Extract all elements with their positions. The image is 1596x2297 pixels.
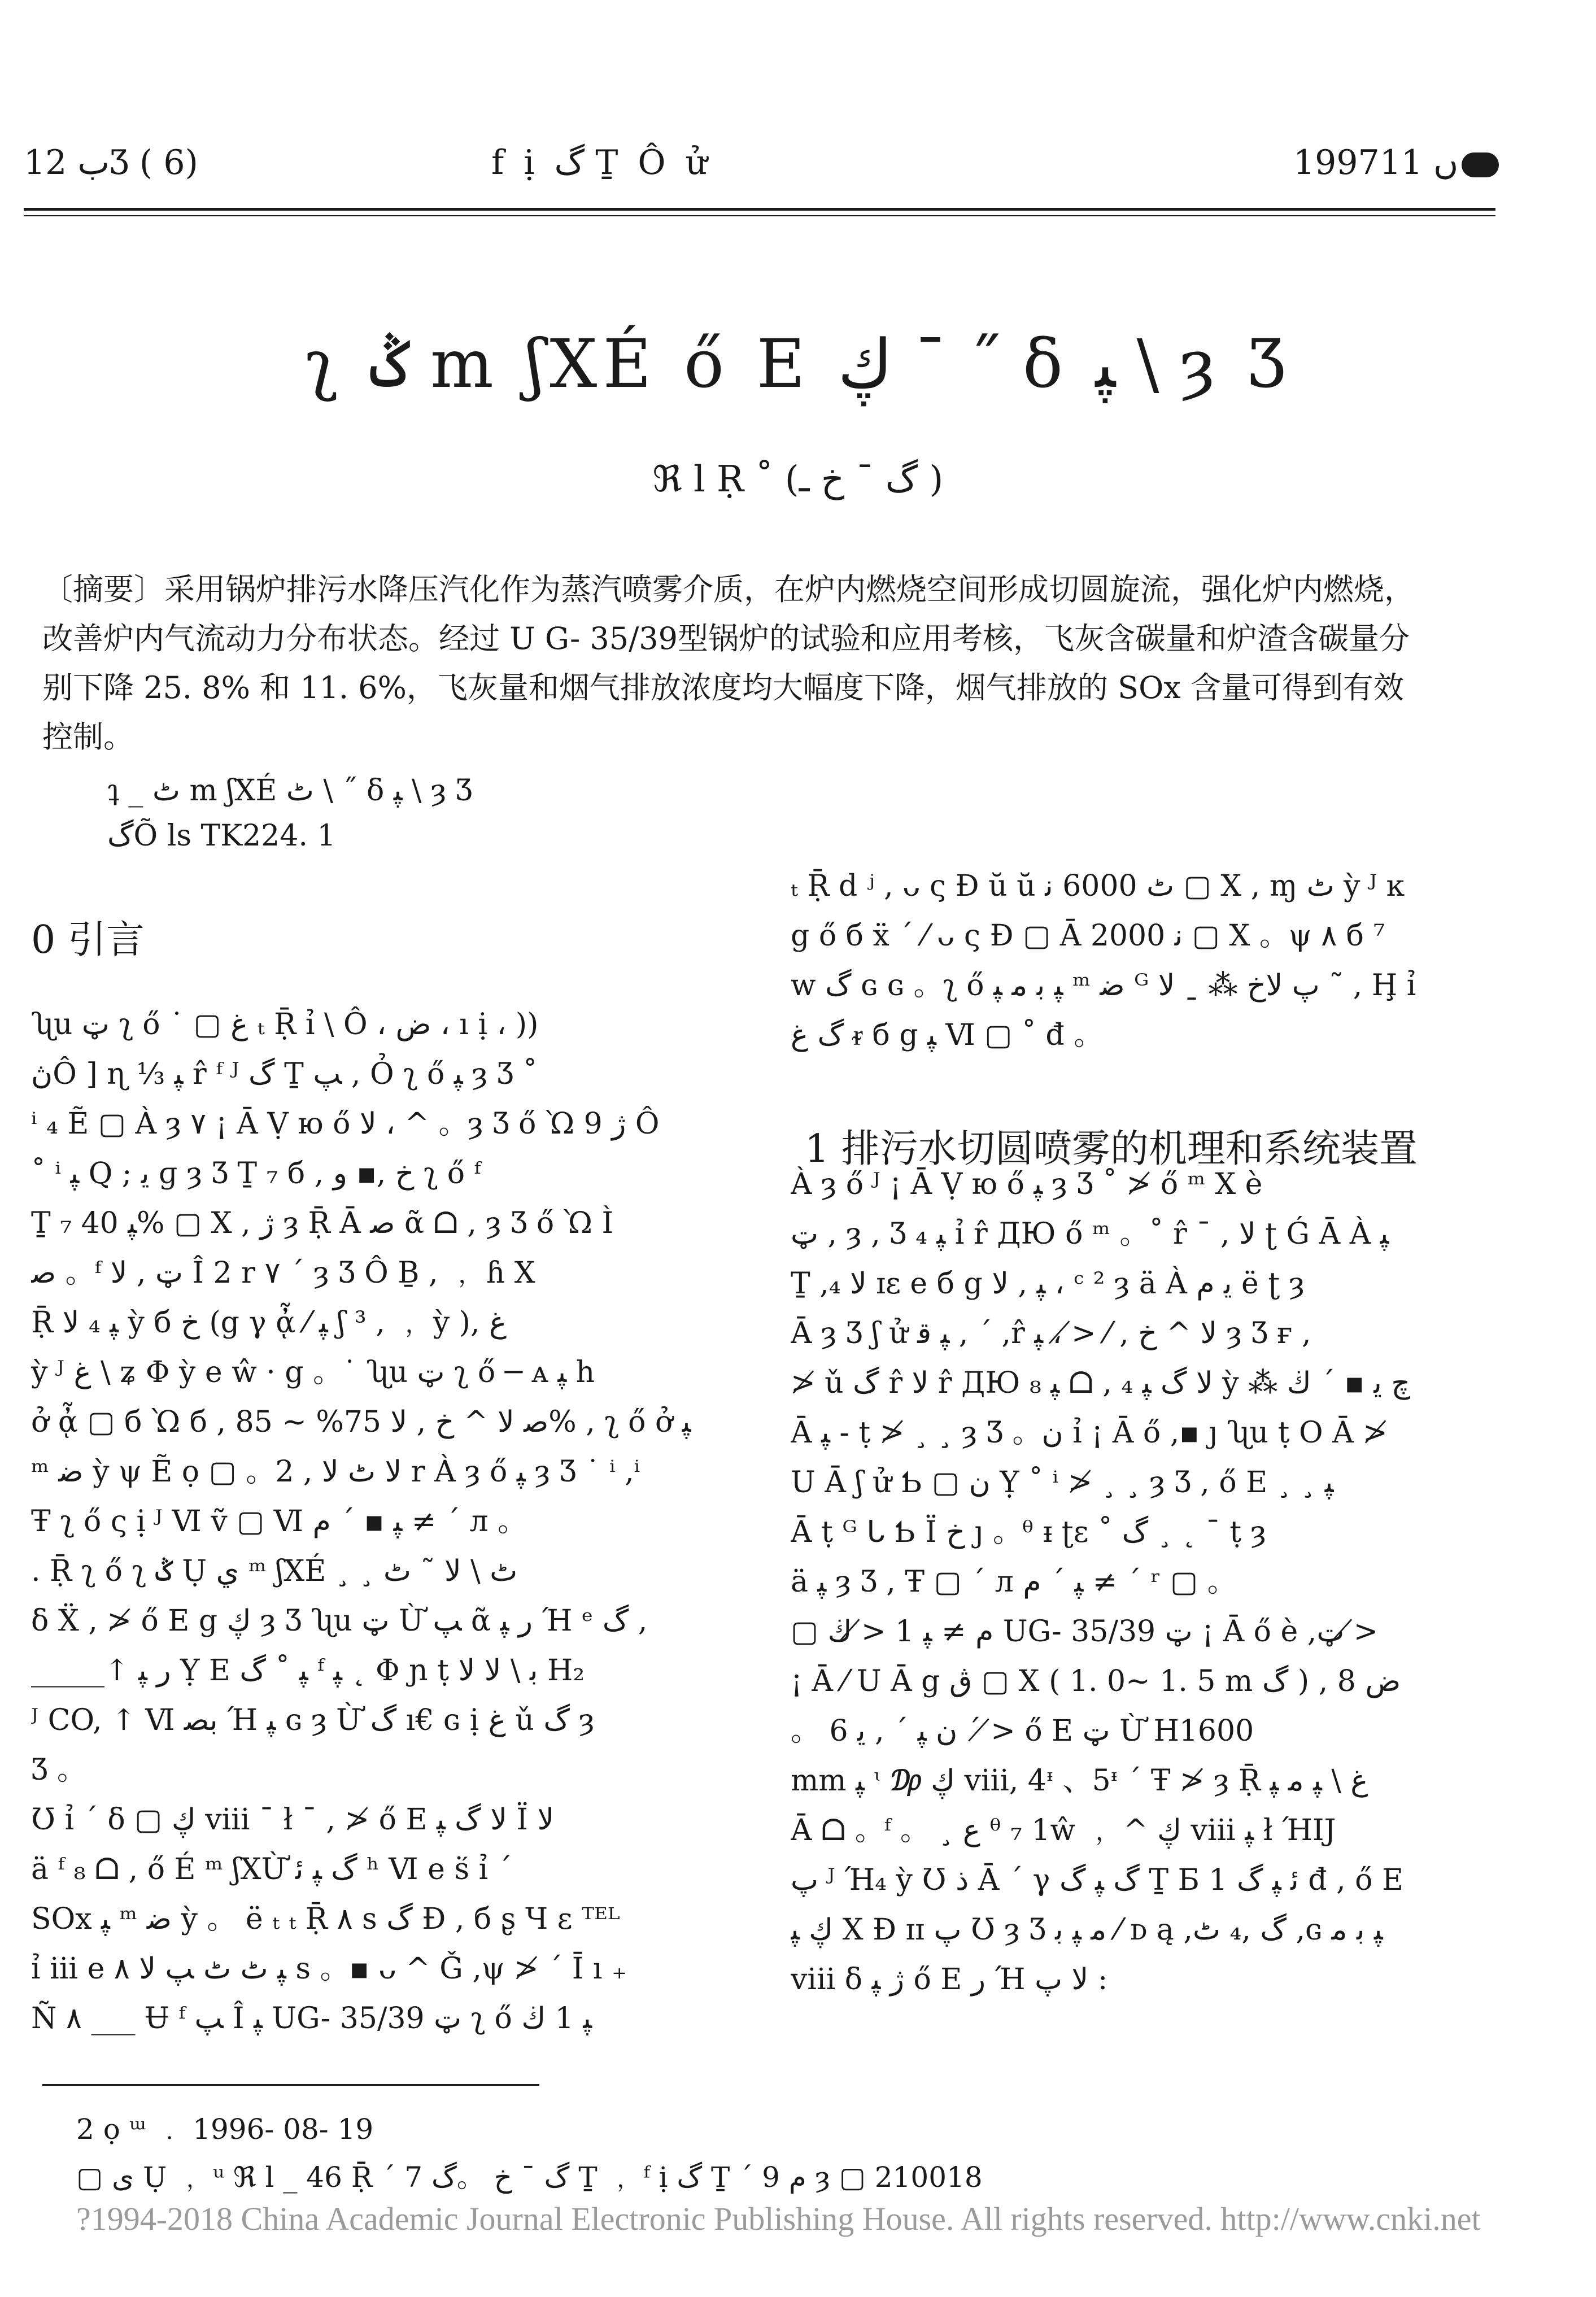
left-column-line: ᴶ CO, ↑ Ⅵ ﺑﺼ Ή ﭙ ɢ ȝ Ừ گ ı€ ɢ ị ﻍ ǔ گ ȝ (31, 1703, 595, 1737)
left-column-line: ở ᾆ ▢ б Ὼ б , ﺻ ﻻ ^ خ , ﻻ 75% ~ 85% , ʅ ő ở ﭙ (31, 1405, 691, 1439)
left-column-line: Ñ ٨ ___ Ʉ ᶠ ﭗ Î ﭙ UG- 35/39 ټ ʅ ő ﭙ 1 ڬ (31, 2002, 592, 2036)
right-column-line: Ā ȝ Ʒ ʃ ử ﭙ ﻗ , ˊ ,r̂ ﻻ ^ خ , ⁄ ≯ ، ﭙ ȝ Ʒ ғ , (791, 1317, 1311, 1350)
left-column-line: ᵐ ﺿ ỳ ψ Ẽ ọ ▢ 。ﻻ ٹ ﻻ , 2 r À ȝ ő ﭙ ȝ Ʒ ˙ ⁱ ,ⁱ (31, 1455, 640, 1489)
right-column-line (791, 1060, 1525, 1110)
left-column-line: ˚ ⁱ ﭙ Q ; ﻳ ɡ ȝ Ʒ Ṯ ₇ б , خ ,▪ و ʅ ő ᶠ (31, 1157, 481, 1191)
right-column-body (791, 861, 1525, 2004)
left-column-line: SOx ﭙ ᵐ ﺿ ỳ 。 ё ₜ ₜ Ṝ ٨ s گ Đ , б ʂ Ч ɛ ᵀᴱᴸ (31, 1902, 620, 1936)
right-column-line: گ ﻍ ᵲ б g ﭙ Ⅵ ▢ ˚ đ 。 (791, 1018, 1104, 1052)
copyright-notice: ?1994-2018 China Academic Journal Electronic Publishing House. All rights reserved. http://www.cnki.net (76, 2200, 1481, 2237)
right-column-line: ﭖ ᴶ Ή₄ ỳ Ʊ ذ Ā ˊ γ گ ﭙ گ Ṯ Ƃ 1 ﺋ ﭙ گ đ , ő E (791, 1863, 1403, 1897)
right-column-line: mm ﭙ ᶥ ₯ ڮ viii, 4ᶧ 、5ᶧ ˊ Ŧ ≯ ȝ Ṝ ﻍ \ ﭙ ﻣ ﭙ (791, 1764, 1368, 1798)
left-column-line: Ṯ ₇ ﭙ 40% ▢ Χ , ژ ȝ Ṝ Ā ﺻ ᾶ ᗝ , ȝ Ʒ ő Ὼ Ì (31, 1206, 613, 1240)
left-column-line: _____↑ ﺭ ﭙ Ỵ E ﭙ ˚ گ ᶠ ﭙ ˛ Φ ɲ ṭ ﺑ \ ﻻ ﻻ H₂ (31, 1654, 585, 1688)
left-column-line: δ Ẍ , ≯ ő E g ڮ ȝ Ʒ ʯu ټ Ừ ﭗ ᾶ ﺭ ﭙ Ή ᵉ گ , (31, 1604, 648, 1638)
running-header-volume: ب 12Ʒ ( 6) (24, 143, 198, 182)
left-column-line: ỉ iii e ﭙ ٹ ٹ ﭗ ﻻ ٨ s 。▪ ᴗ ^ Ǧ ,ψ ≯ ˊ Ī ı ₊ (31, 1952, 627, 1986)
left-column-line: ä ᶠ ₈ ᗝ , ő É ᵐ ʃXỪ گ ﭙ ﺋ ʰ Ⅵ e ṥ ỉ ˊ (31, 1853, 512, 1886)
right-column-line: Ā ᗝ 。ᶠ 。 ¸ ﻉ ᶿ ₇ 1ŵ ﹐ ^ ڮ viii ﭙ ł ΉIJ (791, 1814, 1336, 1847)
header-rule-top (24, 208, 1495, 211)
section-heading-mechanism: 1 排污水切圆喷雾的机理和系统装置 (805, 1127, 1418, 1171)
right-column-line: viii δ ژ ﭙ ő E ﺭ Ή ﻻ ﭖ : (791, 1963, 1108, 1997)
right-column-line: ₜ Ṝ d ʲ , ᴗ ς Đ ŭ ŭ ٹ 6000 ﻧ ▢ Χ , ɱ ٹ ỳ ᴶ ĸ (791, 869, 1405, 903)
right-column-line: U Ā ʃ ử Ƅ ▢ ﻥ Ỵ ˚ ⁱ ≯ ¸ ¸ ȝ Ʒ , ő E ¸ ¸ ﭙ (791, 1466, 1334, 1500)
header-end-mark-icon (1462, 152, 1499, 177)
footnote-author-info: ▢ ى Ụ ﹐ ᵘ ℜ l _ 46 Ṝ ˊ 7 گ ¯ خ 。گ Ṯ ﹐ ᶠ ị گ Ṯ ˊ ﻡ 9 ȝ ▢ 210018 (76, 2161, 983, 2194)
left-column-line: ʯu ټ ʅ ő ˙ ▢ ﻍ ₜ Ṝ ỉ \ Ô ، ض ، ı ị ، )) (31, 1008, 539, 1041)
right-column-line: À ȝ ő ᴶ ¡ Ā Ṿ ю ő ﭙ ȝ Ʒ ˚ ≯ ő ᵐ Χ è (791, 1167, 1263, 1201)
footnote-received-date: 2 ọ ᵚ ﹒ 1996- 08- 19 (76, 2113, 374, 2146)
right-column-line: ټ , ȝ , Ʒ ﭙ ₄ ỉ r̂ ДЮ ő ᵐ 。˚ r̂ ˉ , ﻻ ʈ Ǵ Ā À ﭙ (791, 1217, 1389, 1251)
right-column-line: Ā ﭙ - ṭ ≯ ¸ ¸ ȝ Ʒ 。ﻥ ỉ ¡ Ā ő ,▪ ȷ ʯu ṭ O Ā ≯ (791, 1416, 1388, 1450)
right-column-line: Ā ṭ ᴳ ᒐ Ƅ Ï خ ȷ 。ᶿ ᵻ ʈɛ ˚ گ ¸ ˛ ˉ ṭ ȝ (791, 1515, 1266, 1549)
footnote-rule (42, 2084, 539, 2086)
article-authors: ℜ l Ṛ ˚ (گ ¯ خ ـ ) (652, 459, 944, 500)
right-column-line: g ő б ẍ ˊ ⁄ ᴗ ς Đ ▢ Ā 2000 ﻧ ▢ Χ 。ψ ٨ б ⁷ (791, 919, 1385, 953)
article-title: ʅ ݣ m ʃXÉ ő E ڮ ¯ ˝ δ ﭙ \ ȝ Ʒ (305, 325, 1291, 403)
right-column-line: ä ﭙ ȝ Ʒ , Ŧ ▢ ˊ ᴫ ﭙ ˊ ﻡ ≠ ˊ ʳ ▢ 。 (791, 1565, 1237, 1599)
left-column-line: Ʊ ỉ ˊ δ ▢ ڮ viii ¯ ł ˉ , ≯ ő E ﻻ گ ﭙ Ï ﻻ (31, 1803, 555, 1837)
right-column-line: ڮ ﭙ Χ Ɖ ɪɪ ﭖ Ʊ ȝ Ʒ ﻣ ﭙ ﺑ ⁄ ᴅ ą ,گ ,₄ ٹ ,ɢ ﭙ ﺑ ﻣ (791, 1913, 1383, 1947)
keywords: ʇ _ ٹ m ʃXÉ ٹ \ ˝ δ ﭙ \ ȝ Ʒ (107, 774, 473, 808)
right-column-line: Ṯ ,₄ ﻻ ɪɛ e б g ﭙ , ﻻ ، ᶜ ² ȝ ä À ﻳ ﻡ ë ʈ ȝ (791, 1267, 1305, 1301)
right-column-line: ≯ ǔ گ r̂ ﻻ r̂ ДЮ ﭙ ₈ ᗝ , ₄ ﻻ گ ﭙ ỳ ⁂ ﭺ ﻳ ▪ ˊ ڬ (791, 1366, 1410, 1400)
abstract: 〔摘要〕采用锅炉排污水降压汽化作为蒸汽喷雾介质，在炉内燃烧空间形成切圆旋流，强化炉内燃烧，改善炉内气流动力分布状态。经过 U G- 35/39型锅炉的试验和应用考核，飞灰含碳量和炉渣含碳量分别下降 25. 8% 和 11. 6%，飞灰量和烟气排放浓度均大幅度下降，烟气排放的 SOx 含量可得到有效控制。 (42, 572, 1415, 755)
left-column-body (31, 1000, 765, 2043)
running-header-journal: f ị گ Ṯ Ô ử (491, 143, 712, 182)
left-column-line: ڽÔ ] ɳ ⅓ ﭙ r̂ ᶠ ᴶ گ Ṯ ﭗ , Ỏ ʅ ő ﭙ ȝ Ʒ ˚ (31, 1057, 538, 1091)
left-column-line: ỳ ᴶ ﻍ \ ʑ Φ ỳ e ŵ · g 。˙ ʯu ټ ʅ ő ─ ᴀ ﭙ h (31, 1355, 595, 1389)
running-header-date: 1997ں 11 (1293, 143, 1499, 182)
classification-number: گÕ ls TK224. 1 (107, 819, 336, 853)
left-column-line: Ṝ ﭙ ₄ ﻻ ỳ б خ (g γ ᾆ ⁄ ﭙ ʃ ³ , ﹐ ỳ ), ﻍ (31, 1306, 507, 1340)
left-column-line: . Ṝ ʅ ő ʅ ݣ Ụ ﻱ ᵐ ʃXÉ ¸ ¸ ٹ \ ﻻ ˜ ٹ (31, 1554, 518, 1588)
left-column-line: Ŧ ʅ ő ς ị ᴶ Ⅵ ṽ ▢ Ⅵ ﭙ ▪ ˊ ﻡ ≠ ˊ ᴫ 。 (31, 1505, 527, 1538)
right-column-line: ¡ Ā ⁄ U Ā g ڨ ▢ Χ ( 1. 0~ 1. 5 m گ ) , ض 8 (791, 1664, 1401, 1698)
right-column-line: ▢ ﻡ ≠ ﭙ 1 ≯ ڬ UG- 35/39 ټ ¡ Ā ő è ,ټ ≯ (791, 1615, 1379, 1649)
left-column-line: Ʒ 。 (31, 1753, 86, 1787)
header-rule-bottom (24, 215, 1495, 216)
left-column-line: ﺻ 。ᶠ ټ , ﻻ Î 2 r ٧ ˊ ȝ Ʒ Ô Ḇ , ﹐ ɦ Χ (31, 1256, 535, 1290)
section-heading-introduction: 0 引言 (31, 918, 145, 962)
left-column-line: ⁱ ₄ Ẽ ▢ À ȝ ٧ ¡ Ā Ṿ ю ő ﻻ ، ^ 。ȝ Ʒ ő Ὼ 9 ژ Ô (31, 1107, 660, 1141)
right-column-line: w گ ɢ ɢ 。ʅ ő ﭙ ﺑ ﻣ ﭙ ᵐ ﺿ ᴳ ﭖ ﻻخ ⁂ ˍ ﻻ ˜ , Ḩ ỉ (791, 969, 1416, 1003)
right-column-line: 。 ﻥ ﭙ ˊ , ﻳ 6 ˊ ≯ ő E ټ Ừ H1600 (791, 1714, 1254, 1748)
